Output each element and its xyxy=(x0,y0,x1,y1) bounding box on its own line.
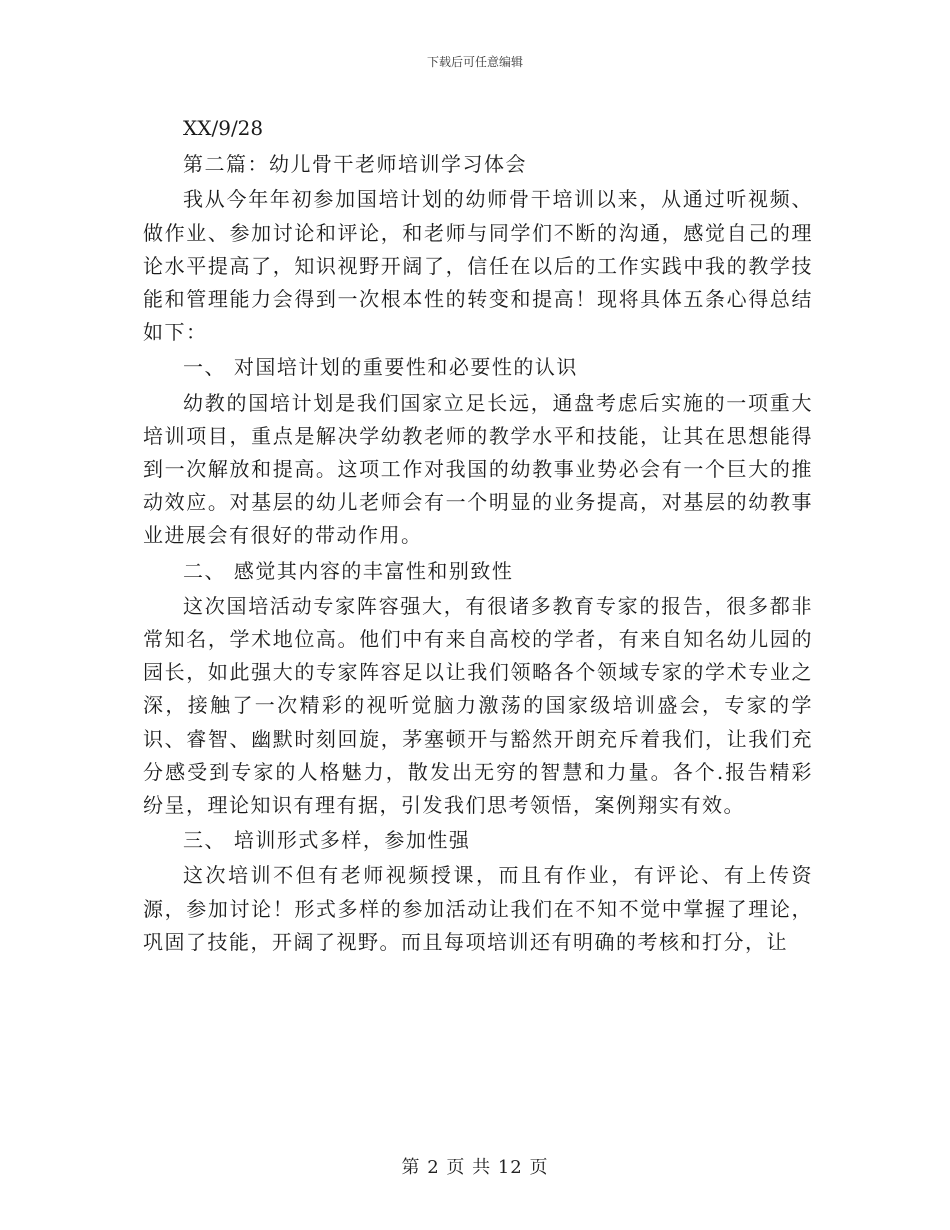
paragraph-section-1: 幼教的国培计划是我们国家立足长远，通盘考虑后实施的一项重大培训项目，重点是解决学幼教老师的教学水平和技能，让其在思想能得到一次解放和提高。这项工作对我国的幼教事业势必会有一个巨大的推动效应。对基层的幼儿老师会有一个明显的业务提高，对基层的幼教事业进展会有很好的带动作用。 xyxy=(143,390,813,548)
section-heading-2: 二、 感觉其内容的丰富性和别致性 xyxy=(183,558,514,583)
section-heading-1: 一、 对国培计划的重要性和必要性的认识 xyxy=(183,355,578,380)
paragraph-section-2: 这次国培活动专家阵容强大，有很诸多教育专家的报告，很多都非常知名，学术地位高。他们中有来自高校的学者，有来自知名幼儿园的园长，如此强大的专家阵容足以让我们领略各个领域专家的学术专业之深，接触了一次精彩的视听觉脑力激荡的国家级培训盛会，专家的学识、睿智、幽默时刻回旋，茅塞顿开与豁然开朗充斥着我们，让我们充分感受到专家的人格魅力，散发出无穷的智慧和力量。各个.报告精彩纷呈，理论知识有理有据，引发我们思考领悟，案例翔实有效。 xyxy=(143,593,813,818)
section-heading-3: 三、 培训形式多样，参加性强 xyxy=(183,828,471,853)
document-body xyxy=(143,112,813,959)
page-footer: 第 2 页 共 12 页 xyxy=(401,1157,549,1178)
header-note: 下载后可任意编辑 xyxy=(426,55,523,69)
document-date: XX/9/28 xyxy=(183,116,264,140)
paragraph-section-3: 这次培训不但有老师视频授课，而且有作业，有评论、有上传资源，参加讨论！形式多样的参加活动让我们在不知不觉中掌握了理论，巩固了技能，开阔了视野。而且每项培训还有明确的考核和打分，让 xyxy=(143,863,813,954)
paragraph-intro: 我从今年年初参加国培计划的幼师骨干培训以来，从通过听视频、做作业、参加讨论和评论，和老师与同学们不断的沟通，感觉自己的理论水平提高了，知识视野开阔了，信任在以后的工作实践中我的教学技能和管理能力会得到一次根本性的转变和提高！现将具体五条心得总结如下： xyxy=(143,187,813,345)
document-title: 第二篇：幼儿骨干老师培训学习体会 xyxy=(183,152,527,177)
